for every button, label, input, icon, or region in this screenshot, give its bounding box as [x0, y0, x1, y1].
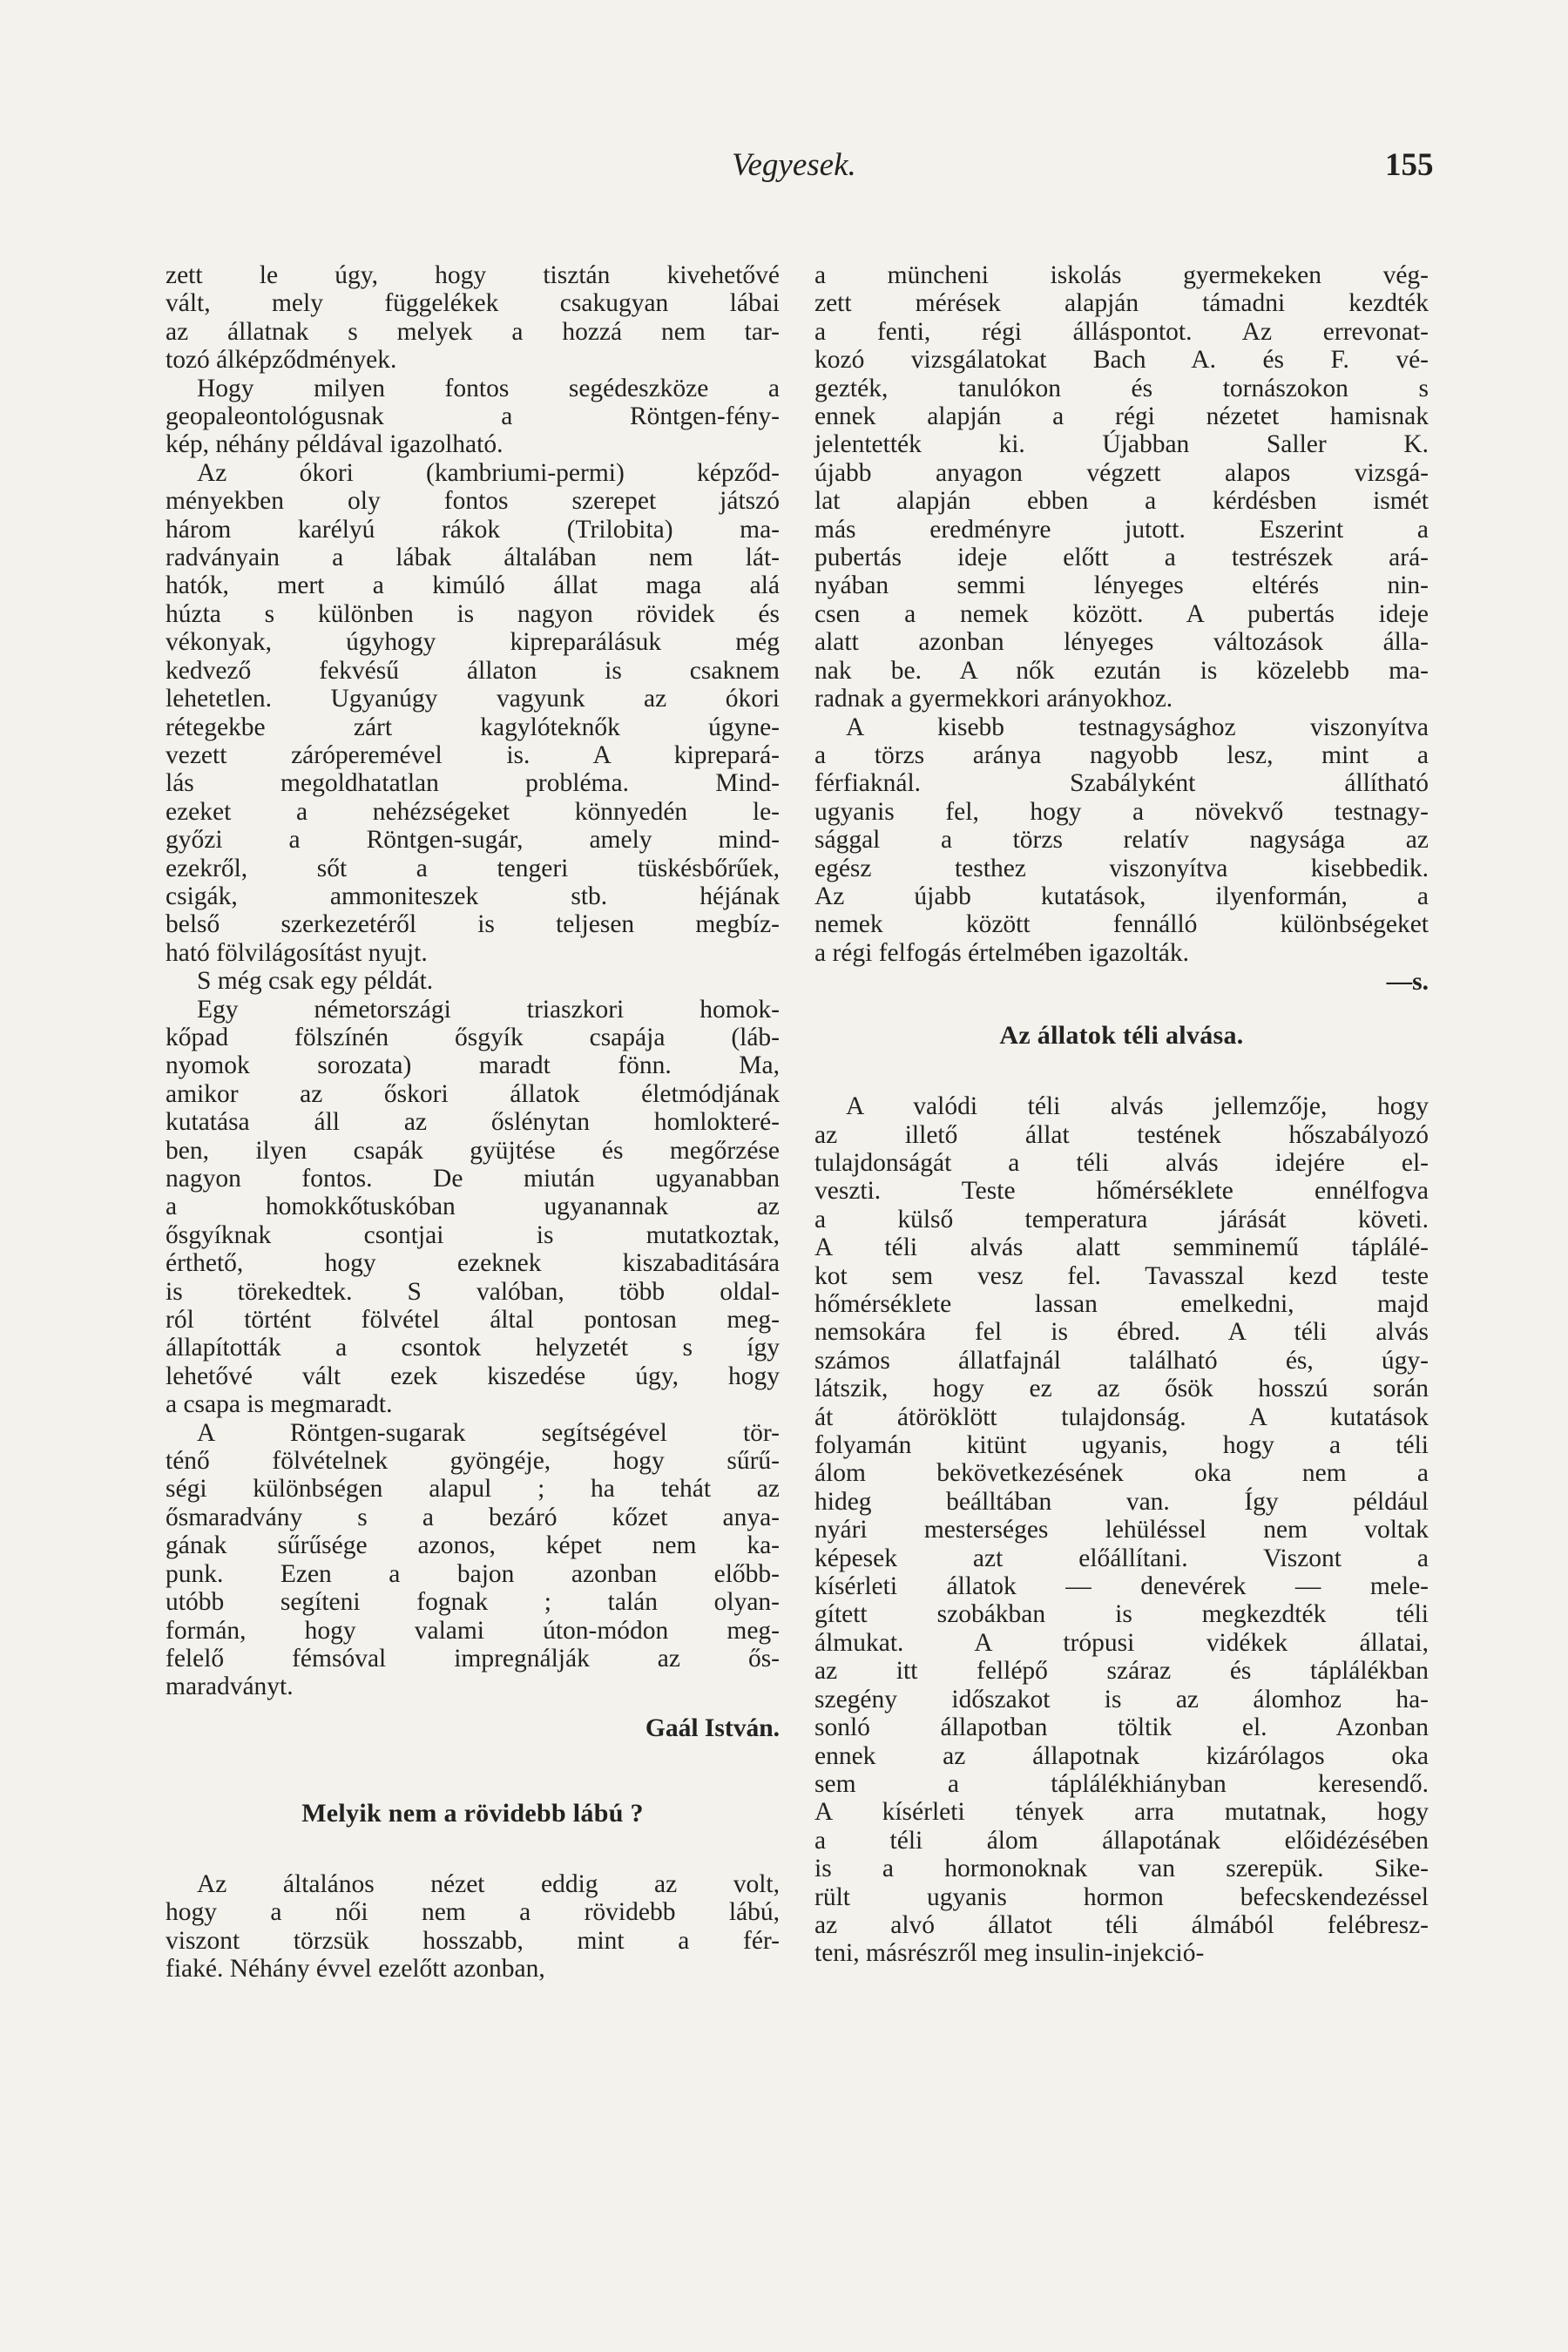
- text-line: gezték, tanulókon és tornászokon s: [814, 374, 1429, 402]
- text-line: vált, mely függelékek csakugyan lábai: [166, 289, 780, 318]
- text-line: rétegekbe zárt kagylóteknők úgyne-: [166, 713, 780, 741]
- text-line: állapították a csontok helyzetét s így: [166, 1334, 780, 1362]
- text-line: nyomok sorozata) maradt fönn. Ma,: [166, 1051, 780, 1080]
- text-line: ősmaradvány s a bezáró kőzet anya-: [166, 1503, 780, 1531]
- text-line: a régi felfogás értelmében igazolták.: [814, 938, 1189, 967]
- text-line: csigák, ammoniteszek stb. héjának: [166, 882, 780, 910]
- text-line: győzi a Röntgen-sugár, amely mind-: [166, 826, 780, 855]
- text-line: a müncheni iskolás gyermekeken vég-: [814, 261, 1429, 289]
- paragraph: [166, 375, 780, 459]
- text-line: ténő fölvételnek gyöngéje, hogy sűrű-: [166, 1447, 780, 1476]
- text-line: a külső temperatura járását követi.: [814, 1205, 1429, 1233]
- text-line: ról történt fölvétel által pontosan meg-: [166, 1306, 780, 1335]
- text-line: gített szobákban is megkezdték téli: [814, 1600, 1429, 1629]
- text-line: vezett záróperemével is. A kiprepará-: [166, 740, 780, 769]
- text-line: belső szerkezetéről is teljesen megbíz-: [166, 910, 780, 939]
- text-line: ségi különbségen alapul ; ha tehát az: [166, 1475, 780, 1504]
- text-line: veszti. Teste hőmérséklete ennélfogva: [814, 1177, 1429, 1206]
- paragraph: [814, 1092, 1429, 1968]
- text-line: A kisebb testnagysághoz viszonyítva: [846, 713, 1429, 741]
- text-line: nemek között fennálló különbségeket: [814, 910, 1429, 939]
- text-line: kőpad fölszínén ősgyík csapája (láb-: [166, 1023, 780, 1051]
- text-line: kísérleti állatok — denevérek — mele-: [814, 1572, 1429, 1601]
- text-line: S még csak egy példát.: [197, 967, 434, 996]
- text-line: kutatása áll az őslénytan homlokteré-: [166, 1108, 780, 1137]
- text-line: kot sem vesz fel. Tavasszal kezd teste: [814, 1261, 1429, 1290]
- text-line: álom bekövetkezésének oka nem a: [814, 1459, 1429, 1488]
- right-column: [814, 261, 1429, 1968]
- paragraph: [814, 261, 1429, 713]
- text-line: tulajdonságát a téli alvás idejére el-: [814, 1148, 1429, 1177]
- text-line: ennek alapján a régi nézetet hamisnak: [814, 402, 1429, 431]
- text-line: ható fölvilágosítást nyujt.: [166, 938, 428, 967]
- text-line: a fenti, régi álláspontot. Az errevonat-: [814, 317, 1429, 346]
- text-line: hogy a női nem a rövidebb lábú,: [166, 1898, 780, 1927]
- text-line: alatt azonban lényeges változások álla-: [814, 628, 1429, 657]
- text-line: húzta s különben is nagyon rövidek és: [166, 599, 780, 628]
- text-line: maradványt.: [166, 1673, 294, 1701]
- text-line: Az általános nézet eddig az volt,: [197, 1869, 780, 1898]
- author-signature: —s.: [1386, 968, 1429, 997]
- left-column: [166, 261, 780, 1983]
- paragraph: [166, 996, 780, 1419]
- text-line: punk. Ezen a bajon azonban előbb-: [166, 1559, 780, 1588]
- text-line: át átöröklött tulajdonság. A kutatások: [814, 1402, 1429, 1431]
- text-line: felelő fémsóval impregnálják az ős-: [166, 1644, 780, 1673]
- text-line: három karélyú rákok (Trilobita) ma-: [166, 515, 780, 544]
- text-line: számos állatfajnál található és, úgy-: [814, 1346, 1429, 1375]
- text-line: folyamán kitünt ugyanis, hogy a téli: [814, 1431, 1429, 1460]
- text-line: nagyon fontos. De miután ugyanabban: [166, 1165, 780, 1193]
- section-title: Vegyesek.: [732, 147, 856, 183]
- text-line: ugyanis fel, hogy a növekvő testnagy-: [814, 797, 1429, 826]
- text-line: hőmérséklete lassan emelkedni, majd: [814, 1290, 1429, 1318]
- text-line: gának sűrűsége azonos, képet nem ka-: [166, 1531, 780, 1560]
- text-line: ennek az állapotnak kizárólagos oka: [814, 1741, 1429, 1770]
- text-line: radványain a lábak általában nem lát-: [166, 544, 780, 572]
- text-line: ményekben oly fontos szerepet játszó: [166, 487, 780, 516]
- text-line: nyári mesterséges lehüléssel nem voltak: [814, 1516, 1429, 1544]
- text-line: az itt fellépő száraz és táplálékban: [814, 1657, 1429, 1686]
- text-line: tozó álképződmények.: [166, 346, 397, 375]
- text-line: csen a nemek között. A pubertás ideje: [814, 599, 1429, 628]
- text-line: egész testhez viszonyítva kisebbedik.: [814, 854, 1429, 882]
- text-line: sonló állapotban töltik el. Azonban: [814, 1713, 1429, 1742]
- text-line: látszik, hogy ez az ősök hosszú során: [814, 1375, 1429, 1403]
- text-line: Hogy milyen fontos segédeszköze a: [197, 374, 780, 402]
- paragraph: [166, 459, 780, 967]
- running-header: [0, 146, 1568, 190]
- text-line: geopaleontológusnak a Röntgen-fény-: [166, 402, 780, 431]
- paragraph: [166, 1419, 780, 1701]
- text-line: kedvező fekvésű állaton is csaknem: [166, 656, 780, 685]
- paragraph: [166, 967, 780, 995]
- text-line: utóbb segíteni fognak ; talán olyan-: [166, 1588, 780, 1617]
- article-heading: Az állatok téli alvása.: [999, 1021, 1244, 1051]
- text-line: is törekedtek. S valóban, több oldal-: [166, 1277, 780, 1306]
- text-line: az alvó állatot téli álmából felébresz-: [814, 1910, 1429, 1939]
- text-line: formán, hogy valami úton-módon meg-: [166, 1616, 780, 1645]
- page-number: 155: [1385, 147, 1434, 183]
- text-line: lás megoldhatatlan probléma. Mind-: [166, 769, 780, 798]
- text-line: zett le úgy, hogy tisztán kivehetővé: [166, 261, 780, 289]
- author-signature: Gaál István.: [645, 1713, 780, 1742]
- text-line: ezeket a nehézségeket könnyedén le-: [166, 797, 780, 826]
- text-line: fiaké. Néhány évvel ezelőtt azonban,: [166, 1954, 545, 1983]
- text-line: ezekről, sőt a tengeri tüskésbőrűek,: [166, 854, 780, 882]
- text-line: Az újabb kutatások, ilyenformán, a: [814, 882, 1429, 910]
- text-line: viszont törzsük hosszabb, mint a fér-: [166, 1926, 780, 1955]
- text-line: képesek azt előállítani. Viszont a: [814, 1544, 1429, 1572]
- text-line: jelentették ki. Újabban Saller K.: [814, 430, 1429, 459]
- text-line: hideg beálltában van. Így például: [814, 1487, 1429, 1516]
- text-line: érthető, hogy ezeknek kiszabaditására: [166, 1249, 780, 1278]
- text-line: A kísérleti tények arra mutatnak, hogy: [814, 1798, 1429, 1827]
- text-line: ben, ilyen csapák gyüjtése és megőrzése: [166, 1136, 780, 1165]
- article-heading: Melyik nem a rövidebb lábú ?: [301, 1798, 644, 1828]
- text-line: Az ókori (kambriumi-permi) képződ-: [197, 458, 780, 487]
- text-line: kozó vizsgálatokat Bach A. és F. vé-: [814, 346, 1429, 375]
- text-line: az illető állat testének hőszabályozó: [814, 1120, 1429, 1149]
- text-line: férfiaknál. Szabályként állítható: [814, 769, 1429, 798]
- text-line: sággal a törzs relatív nagysága az: [814, 826, 1429, 855]
- text-line: ősgyíknak csontjai is mutatkoztak,: [166, 1220, 780, 1249]
- text-line: A téli alvás alatt semminemű táplálé-: [814, 1233, 1429, 1262]
- text-line: amikor az őskori állatok életmódjának: [166, 1079, 780, 1108]
- text-line: más eredményre jutott. Eszerint a: [814, 515, 1429, 544]
- text-line: kép, néhány példával igazolható.: [166, 430, 504, 459]
- paragraph: [166, 261, 780, 375]
- text-line: is a hormonoknak van szerepük. Sike-: [814, 1855, 1429, 1883]
- text-line: álmukat. A trópusi vidékek állatai,: [814, 1628, 1429, 1657]
- text-line: lehetetlen. Ugyanúgy vagyunk az ókori: [166, 685, 780, 713]
- text-line: a törzs aránya nagyobb lesz, mint a: [814, 740, 1429, 769]
- text-line: radnak a gyermekkori arányokhoz.: [814, 685, 1173, 713]
- text-line: zett mérések alapján támadni kezdték: [814, 289, 1429, 318]
- text-line: nak be. A nők ezután is közelebb ma-: [814, 656, 1429, 685]
- text-line: sem a táplálékhiányban keresendő.: [814, 1769, 1429, 1798]
- text-line: rült ugyanis hormon befecskendezéssel: [814, 1882, 1429, 1911]
- text-line: szegény időszakot is az álomhoz ha-: [814, 1685, 1429, 1713]
- text-line: A valódi téli alvás jellemzője, hogy: [846, 1092, 1429, 1121]
- text-line: az állatnak s melyek a hozzá nem tar-: [166, 317, 780, 346]
- text-line: lat alapján ebben a kérdésben ismét: [814, 487, 1429, 516]
- text-line: nyában semmi lényeges eltérés nin-: [814, 571, 1429, 600]
- paragraph: [814, 713, 1429, 968]
- text-line: nemsokára fel is ébred. A téli alvás: [814, 1318, 1429, 1347]
- text-line: Egy németországi triaszkori homok-: [197, 995, 780, 1024]
- text-line: pubertás ideje előtt a testrészek ará-: [814, 544, 1429, 572]
- text-line: hatók, mert a kimúló állat maga alá: [166, 571, 780, 600]
- text-line: lehetővé vált ezek kiszedése úgy, hogy: [166, 1362, 780, 1390]
- text-line: a homokkőtuskóban ugyanannak az: [166, 1193, 780, 1221]
- paragraph: [166, 1870, 780, 1984]
- text-line: A Röntgen-sugarak segítségével tör-: [197, 1418, 780, 1447]
- text-line: a téli álom állapotának előidézésében: [814, 1826, 1429, 1855]
- text-line: a csapa is megmaradt.: [166, 1390, 393, 1419]
- text-line: teni, másrészről meg insulin-injekció-: [814, 1939, 1205, 1968]
- text-line: vékonyak, úgyhogy kipreparálásuk még: [166, 628, 780, 657]
- text-line: újabb anyagon végzett alapos vizsgá-: [814, 458, 1429, 487]
